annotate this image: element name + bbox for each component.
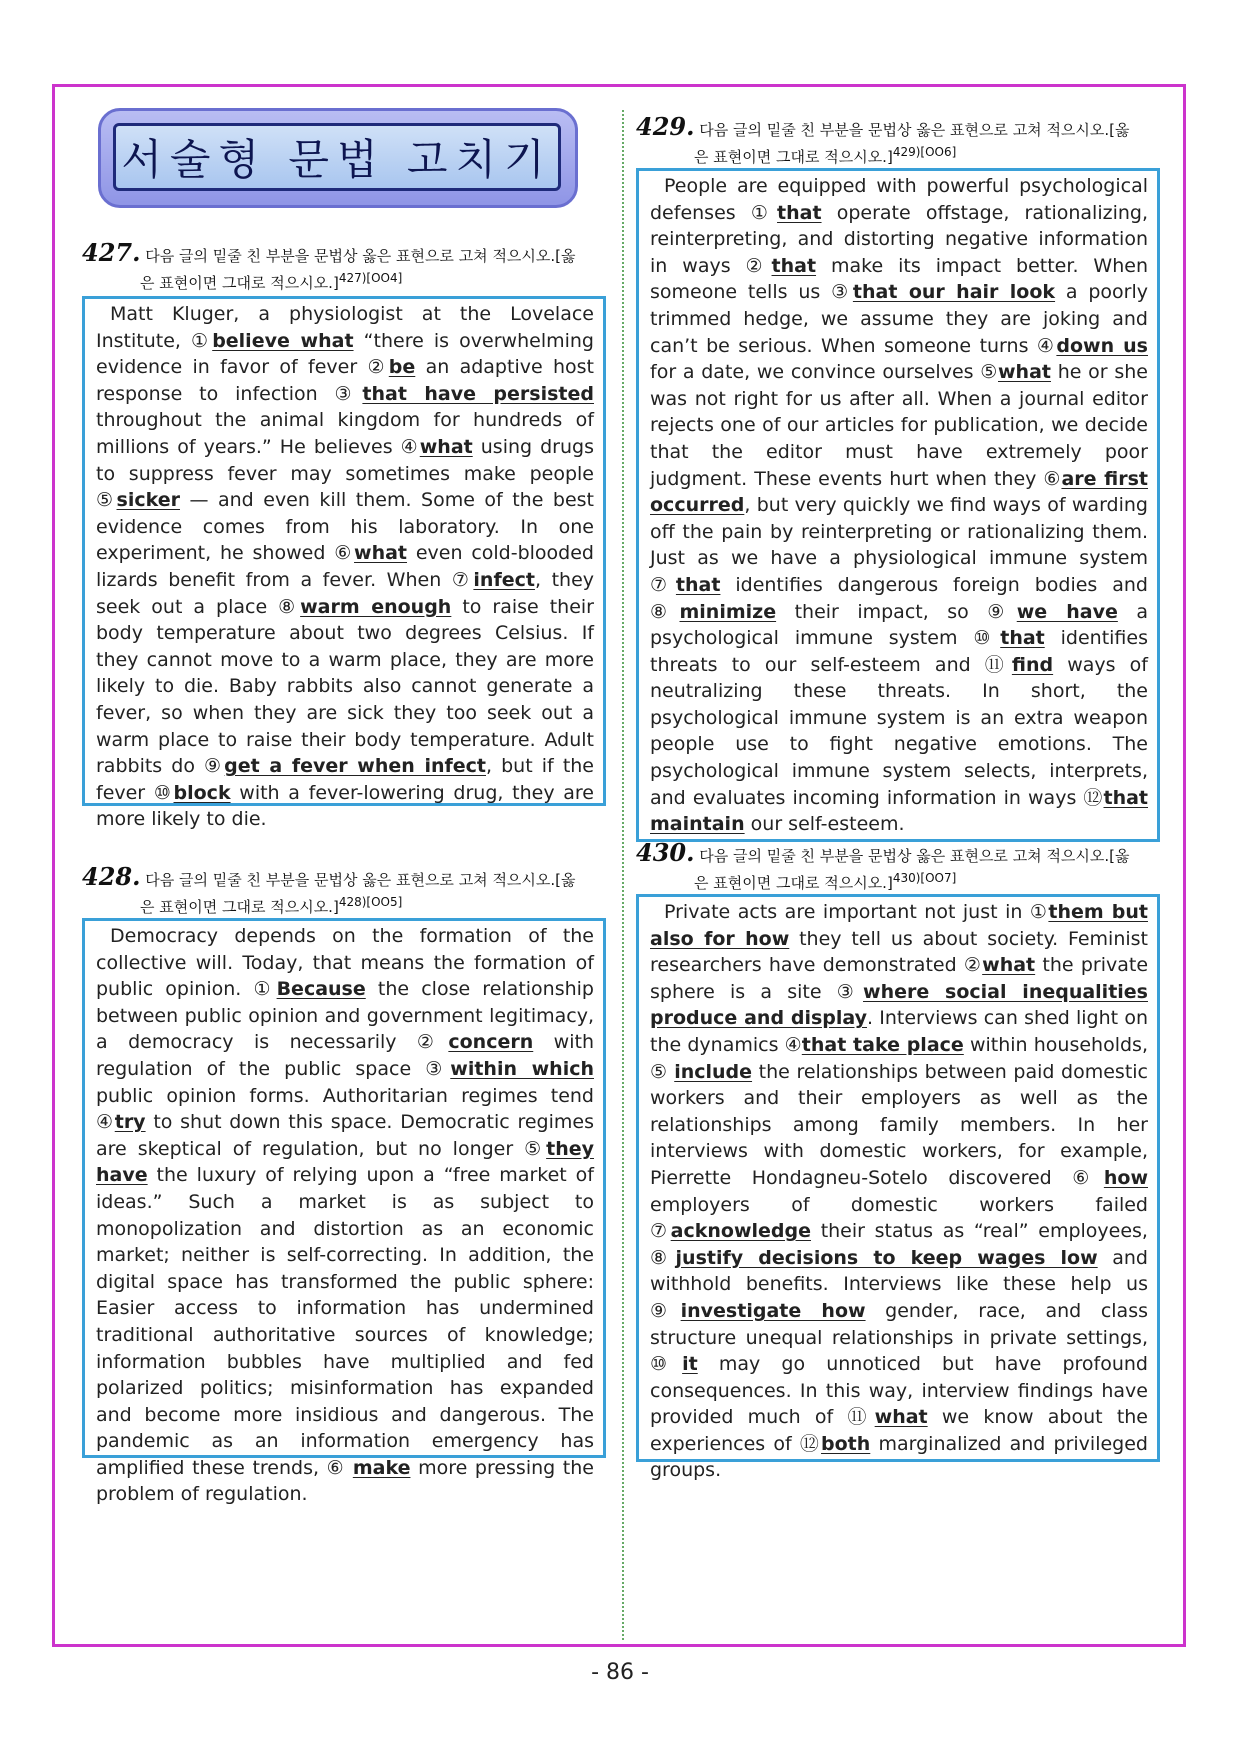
underlined-expression: that <box>777 201 822 224</box>
passage-segment: with a fever-lowering drug, they are more likely to die. <box>96 781 594 831</box>
passage-segment: employers of domestic workers failed ⑦ <box>650 1193 1148 1243</box>
passage-text <box>96 923 594 1508</box>
passage-segment: an adaptive host response to infection ③ <box>96 356 594 405</box>
passage-segment: , but if the fever ⑩ <box>96 755 594 804</box>
underlined-expression: within which <box>450 1057 594 1080</box>
question-instruction: 다음 글의 밑줄 친 부분을 문법상 옳은 표현으로 고쳐 적으시오.[옳 <box>145 247 576 265</box>
question-instruction: 다음 글의 밑줄 친 부분을 문법상 옳은 표현으로 고쳐 적으시오.[옳 <box>699 121 1130 139</box>
underlined-expression: block <box>173 781 231 804</box>
question-428-header <box>82 862 612 918</box>
passage-segment: the relationships between paid domestic workers and their employers as well as the relationships among family members. In her interviews with domestic workers, for example, Pierrette Hondagneu-Sotelo discovered ⑥ <box>650 1060 1148 1189</box>
passage-segment: identifies dangerous foreign bodies and ⑧ <box>650 573 1148 623</box>
underlined-expression: include <box>674 1060 753 1083</box>
passage-segment: even cold-blooded lizards benefit from a fever. When ⑦ <box>96 542 594 591</box>
passage-segment: using drugs to suppress fever may sometimes make people ⑤ <box>96 435 594 512</box>
passage-segment: . Interviews can shed light on the dynamics ④ <box>650 1007 1148 1056</box>
passage-segment: Democracy depends on the formation of the collective will. Today, that means the formation of public opinion. ① <box>96 925 594 1001</box>
passage-segment: throughout the animal kingdom for hundreds of millions of years.” He believes ④ <box>96 409 594 458</box>
underlined-expression: that take place <box>801 1033 964 1056</box>
question-427-header <box>82 238 612 294</box>
passage-segment: a poorly trimmed hedge, we assume they are joking and can’t be serious. When someone turns ④ <box>650 281 1148 357</box>
question-number: 427. <box>82 238 141 267</box>
passage-segment: “there is overwhelming evidence in favor of fever ② <box>96 329 594 379</box>
passage-text <box>650 899 1148 1484</box>
underlined-expression: it <box>682 1353 698 1376</box>
underlined-expression: are first occurred <box>650 467 1148 517</box>
question-instruction-cont: 은 표현이면 그대로 적으시오.]$^{429)[OO6]}$ <box>694 145 957 166</box>
passage-segment: they tell us about society. Feminist researchers have demonstrated ② <box>650 927 1148 977</box>
question-number: 429. <box>636 112 695 141</box>
underlined-expression: they have <box>96 1137 594 1187</box>
passage-segment: we know about the experiences of ⑫ <box>650 1406 1148 1455</box>
underlined-expression: that have persisted <box>362 382 594 405</box>
underlined-expression: down us <box>1056 334 1148 357</box>
question-ref: 430)[OO7] <box>892 871 957 885</box>
underlined-expression: that <box>771 254 817 277</box>
underlined-expression: that <box>1000 627 1045 650</box>
underlined-expression: warm enough <box>300 595 452 618</box>
question-instruction-cont: 은 표현이면 그대로 적으시오.]$^{428)[OO5]}$ <box>140 895 403 916</box>
underlined-expression: concern <box>448 1031 534 1054</box>
section-title: 서술형 문법 고치기 <box>121 135 553 184</box>
underlined-expression: what <box>998 361 1051 384</box>
passage-segment: the close relationship between public opinion and government legitimacy, a democracy is necessarily ② <box>96 978 594 1054</box>
question-427-passage <box>82 296 606 831</box>
question-instruction: 다음 글의 밑줄 친 부분을 문법상 옳은 표현으로 고쳐 적으시오.[옳 <box>699 847 1130 865</box>
passage-segment: within households, ⑤ <box>650 1033 1148 1083</box>
underlined-expression: Because <box>276 978 366 1001</box>
passage-segment: their status as “real” employees, ⑧ <box>650 1220 1148 1269</box>
passage-segment: he or she was not right for us after all. When a journal editor rejects one of our articles for publication, we decide that the editor must have extremely poor judgment. These events hurt when they ⑥ <box>650 361 1148 490</box>
section-title-badge <box>98 108 578 208</box>
question-ref: 429)[OO6] <box>892 145 957 159</box>
passage-text <box>650 173 1148 838</box>
underlined-expression: sicker <box>116 489 180 512</box>
passage-segment: with regulation of the public space ③ <box>96 1031 594 1080</box>
page-number: - 86 - <box>591 1660 649 1685</box>
question-ref: 428)[OO5] <box>338 895 403 909</box>
question-429-passage <box>636 168 1160 842</box>
passage-segment: to shut down this space. Democratic regimes are skeptical of regulation, but no longer ⑤ <box>96 1111 594 1160</box>
question-430-passage <box>636 894 1160 1482</box>
passage-segment: may go unnoticed but have profound consequences. In this way, interview findings have provided much of ⑪ <box>650 1353 1148 1429</box>
question-instruction: 다음 글의 밑줄 친 부분을 문법상 옳은 표현으로 고쳐 적으시오.[옳 <box>145 871 576 889</box>
underlined-expression: what <box>874 1406 928 1429</box>
column-divider <box>622 110 624 1640</box>
passage-segment: , they seek out a place ⑧ <box>96 568 594 618</box>
underlined-expression: minimize <box>679 600 777 623</box>
passage-segment: public opinion forms. Authoritarian regimes tend ④ <box>96 1084 594 1134</box>
question-430-header <box>636 838 1166 894</box>
underlined-expression: we have <box>1016 600 1118 623</box>
underlined-expression: acknowledge <box>670 1220 812 1243</box>
passage-segment: People are equipped with powerful psychological defenses ① <box>650 175 1148 224</box>
underlined-expression: both <box>821 1432 871 1455</box>
passage-text <box>96 301 594 833</box>
passage-segment: the luxury of relying upon a “free market of ideas.” Such a market is as subject to monopolization and distortion as an economic market; neither is self-correcting. In addition, the digital space has transformed the public sphere: Easier access to information has undermined traditional authoritative sources of knowledge; information bubbles have multiplied and fed polarized politics; misinformation has expanded and become more insidious and dangerous. The pandemic as an information emergency has amplified these trends, ⑥ <box>96 1164 594 1479</box>
question-instruction-cont: 은 표현이면 그대로 적으시오.]$^{430)[OO7]}$ <box>694 871 957 892</box>
passage-segment: the private sphere is a site ③ <box>650 954 1149 1003</box>
passage-segment: for a date, we convince ourselves ⑤ <box>650 361 998 384</box>
question-ref: 427)[OO4] <box>338 271 403 285</box>
passage-segment: marginalized and privileged groups. <box>650 1432 1148 1482</box>
question-429-header <box>636 112 1166 168</box>
underlined-expression: what <box>419 435 473 458</box>
underlined-expression: make <box>352 1456 411 1479</box>
passage-segment: identifies threats to our self-esteem and ⑪ <box>650 627 1148 676</box>
passage-segment: Matt Kluger, a physiologist at the Lovelace Institute, ① <box>96 303 594 352</box>
section-title-inner <box>113 123 561 191</box>
passage-segment: make its impact better. When someone tells us ③ <box>650 254 1148 304</box>
passage-segment: , but very quickly we find ways of warding off the pain by reinterpreting or rationalizing them. Just as we have a physiological immune system ⑦ <box>650 494 1148 596</box>
passage-segment: and withhold benefits. Interviews like these help us ⑨ <box>650 1246 1148 1322</box>
passage-segment: to raise their body temperature about two degrees Celsius. If they cannot move to a warm place, they are more likely to die. Baby rabbits also cannot generate a fever, so when they are sick they too seek out a warm place to raise their body temperature. Adult rabbits do ⑨ <box>96 595 594 778</box>
question-instruction-cont: 은 표현이면 그대로 적으시오.]$^{427)[OO4]}$ <box>140 271 403 292</box>
passage-segment: Private acts are important not just in ① <box>664 901 1049 923</box>
underlined-expression: that <box>675 573 721 596</box>
underlined-expression: investigate how <box>680 1299 866 1322</box>
underlined-expression: infect <box>473 568 535 591</box>
question-428-passage <box>82 918 606 1506</box>
underlined-expression: where social inequalities produce and display <box>650 980 1148 1030</box>
underlined-expression: how <box>1103 1166 1148 1189</box>
underlined-expression: justify decisions to keep wages low <box>675 1246 1098 1269</box>
underlined-expression: what <box>354 542 408 565</box>
underlined-expression: them but also for how <box>650 901 1148 950</box>
passage-segment: a psychological immune system ⑩ <box>650 600 1148 650</box>
passage-segment: operate offstage, rationalizing, reinterpreting, and distorting negative information in ways ② <box>650 201 1149 277</box>
question-number: 430. <box>636 838 695 867</box>
underlined-expression: that our hair look <box>852 281 1056 304</box>
passage-segment: our self-esteem. <box>744 813 905 836</box>
passage-segment: — and even kill them. Some of the best evidence comes from his laboratory. In one experiment, he showed ⑥ <box>96 489 595 565</box>
underlined-expression: be <box>388 356 416 379</box>
passage-segment: ways of neutralizing these threats. In short, the psychological immune system is an extra weapon people use to fight negative emotions. The psychological immune system selects, interprets, and evaluates incoming information in ways ⑫ <box>650 653 1148 809</box>
underlined-expression: that maintain <box>650 786 1148 836</box>
underlined-expression: what <box>982 954 1036 977</box>
underlined-expression: try <box>114 1111 146 1134</box>
question-number: 428. <box>82 862 141 891</box>
passage-segment: their impact, so ⑨ <box>776 600 1017 623</box>
passage-segment: more pressing the problem of regulation. <box>96 1456 594 1506</box>
underlined-expression: get a fever when infect <box>224 755 486 778</box>
passage-segment: gender, race, and class structure unequal relationships in private settings, ⑩ <box>650 1299 1148 1376</box>
underlined-expression: believe what <box>212 329 354 352</box>
underlined-expression: find <box>1011 653 1054 676</box>
